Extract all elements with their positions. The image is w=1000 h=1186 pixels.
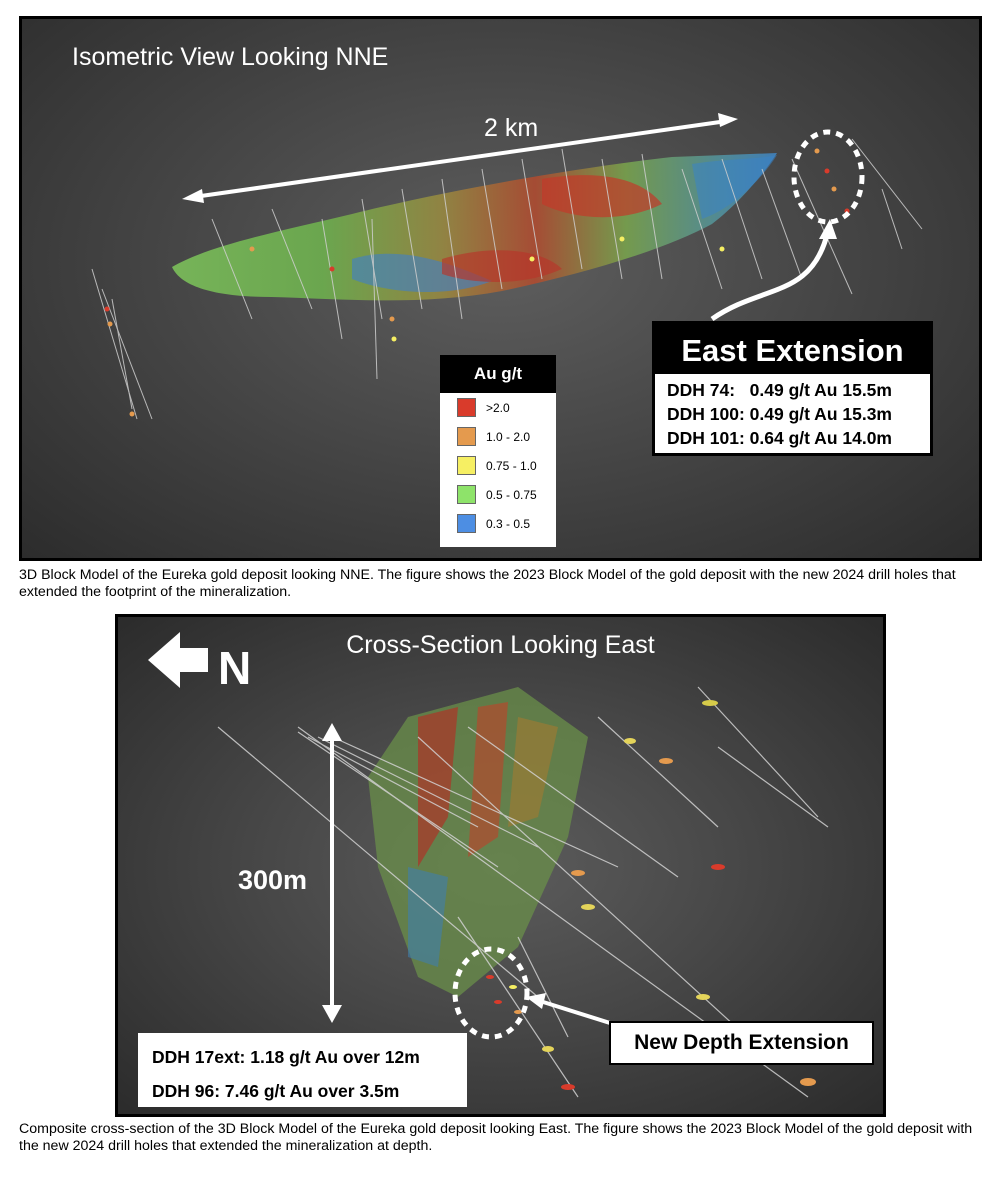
- legend-item: [440, 451, 556, 480]
- legend-swatch: [457, 398, 476, 417]
- vertical-scale-arrow: [322, 723, 342, 1023]
- isometric-view-title: Isometric View Looking NNE: [72, 43, 389, 71]
- figure1-caption: 3D Block Model of the Eureka gold deposit looking NNE. The figure shows the 2023 Block Model of the gold deposit with the new 2024 drill holes that extended the footprint of the mineralization.: [19, 567, 956, 600]
- ddh-result-row: DDH 101: 0.64 g/t Au 14.0m: [667, 428, 892, 448]
- ddh-result-row: DDH 100: 0.49 g/t Au 15.3m: [667, 404, 892, 424]
- legend-swatch: [457, 427, 476, 446]
- figure2-caption: Composite cross-section of the 3D Block Model of the Eureka gold deposit looking East. The figure shows the 2023 Block Model of the gold deposit with the new 2024 drill holes that extended the mineralization at depth.: [19, 1121, 973, 1154]
- cross-section-panel: [115, 614, 886, 1117]
- east-extension-highlight: [794, 132, 862, 222]
- legend-title: Au g/t: [440, 355, 556, 393]
- deposit-block-model: [172, 153, 777, 300]
- east-extension-title: East Extension: [655, 324, 930, 374]
- scale-label-2km: 2 km: [484, 114, 539, 142]
- legend-item: [440, 393, 556, 422]
- legend-label: 0.5 - 0.75: [486, 487, 537, 502]
- north-label: N: [218, 642, 252, 694]
- ddh-results-box: [138, 1033, 467, 1107]
- legend-label: 0.3 - 0.5: [486, 516, 531, 531]
- ddh-result-row: DDH 17ext: 1.18 g/t Au over 12m: [152, 1047, 420, 1067]
- callout-arrow: [526, 993, 610, 1023]
- legend-item: [440, 509, 556, 538]
- callout-arrow: [712, 219, 837, 319]
- grade-legend: [440, 355, 556, 547]
- legend-swatch: [457, 485, 476, 504]
- legend-label: 0.75 - 1.0: [486, 458, 537, 473]
- legend-label: 1.0 - 2.0: [486, 429, 531, 444]
- ddh-result-row: DDH 96: 7.46 g/t Au over 3.5m: [152, 1081, 400, 1101]
- ddh-result-row: DDH 74: 0.49 g/t Au 15.5m: [667, 380, 892, 400]
- legend-item: [440, 422, 556, 451]
- legend-swatch: [457, 514, 476, 533]
- legend-swatch: [457, 456, 476, 475]
- legend-label: >2.0: [486, 400, 510, 415]
- cross-section-title: Cross-Section Looking East: [346, 631, 655, 659]
- east-extension-callout: [652, 321, 933, 456]
- legend-item: [440, 480, 556, 509]
- isometric-view-panel: [19, 16, 982, 561]
- scale-label-300m: 300m: [238, 865, 308, 895]
- new-depth-extension-callout: New Depth Extension: [609, 1021, 874, 1065]
